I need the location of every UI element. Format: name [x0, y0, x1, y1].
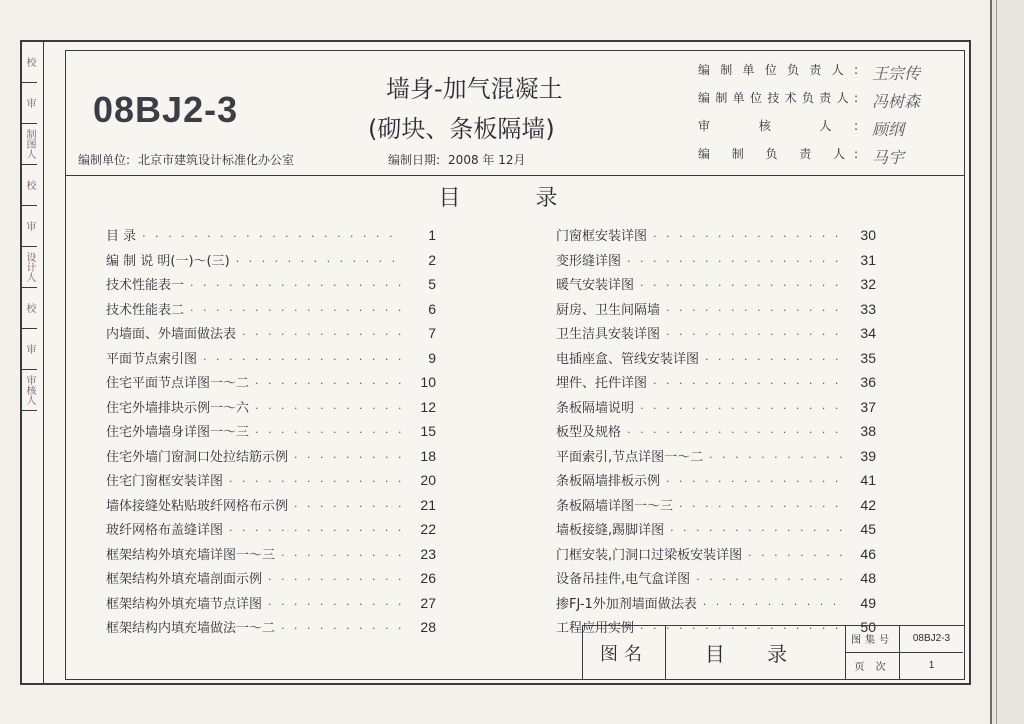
toc-entry[interactable]: [106, 274, 436, 299]
org-value: 北京市建筑设计标准化办公室: [138, 153, 295, 167]
strip-cell: 校: [22, 288, 37, 329]
toc-page: 39: [860, 447, 876, 464]
toc-label: 编 制 说 明(一)～(三): [106, 253, 230, 269]
toc-entry[interactable]: [106, 421, 436, 446]
toc-entry[interactable]: [556, 495, 876, 520]
date-info: [388, 151, 526, 168]
header-divider: [66, 175, 964, 176]
leader-dots: [653, 377, 842, 390]
atlas-no-label: 图集号: [845, 626, 900, 652]
date-label: 编制日期:: [388, 153, 441, 167]
toc-label: 墙板接缝,踢脚详图: [556, 523, 665, 538]
toc-page: 48: [860, 570, 876, 586]
leader-dots: [229, 475, 402, 488]
toc-label: 框架结构外填充墙详图一～三: [106, 547, 276, 563]
toc-page: 9: [428, 349, 436, 366]
responsible-label: 审 核 人:: [698, 119, 858, 133]
toc-label: 门窗框安装详图: [556, 229, 648, 244]
strip-cell: 制图人: [22, 124, 37, 165]
toc-entry[interactable]: [106, 617, 436, 642]
toc-entry[interactable]: [556, 421, 876, 446]
atlas-no-row: [845, 626, 963, 653]
strip-cell: 审: [22, 83, 37, 124]
responsible-row: [698, 145, 904, 168]
toc-entry[interactable]: [106, 446, 436, 471]
toc-label: 暖气安装详图: [556, 278, 635, 293]
toc-entry[interactable]: [556, 446, 876, 471]
page-label: 页 次: [845, 653, 900, 680]
leader-dots: [640, 402, 842, 415]
toc-entry[interactable]: [106, 299, 436, 324]
toc-entry[interactable]: [556, 274, 876, 299]
toc-label: 玻纤网格布盖缝详图: [106, 523, 224, 538]
toc-page: 21: [420, 496, 436, 513]
leader-dots: [696, 573, 842, 586]
toc-page: 37: [860, 398, 876, 415]
toc-page: 20: [420, 472, 436, 488]
toc-label: 平面节点索引图: [106, 351, 198, 367]
atlas-code: 08BJ2-3: [93, 89, 239, 130]
fig-name-label: 图名: [583, 626, 666, 679]
toc-page: 34: [860, 325, 876, 341]
content-frame: [65, 50, 965, 680]
strip-cell: 审核人: [22, 370, 37, 411]
toc-page: 35: [860, 349, 876, 366]
strip-cell: 审: [22, 329, 37, 370]
atlas-no: 08BJ2-3: [912, 633, 951, 645]
leader-dots: [236, 255, 402, 268]
org-label: 编制单位:: [78, 153, 131, 167]
responsible-row: [698, 117, 904, 140]
toc-page: 10: [420, 374, 436, 390]
toc-page: 33: [860, 300, 876, 317]
drawing-sheet: [20, 40, 971, 685]
toc-label: 技术性能表二: [106, 302, 185, 318]
page-row: [845, 653, 963, 680]
leader-dots: [294, 451, 402, 464]
toc-label: 板型及规格: [556, 425, 622, 440]
toc-page: 31: [860, 251, 876, 268]
leader-dots: [748, 549, 842, 562]
signature: 王宗传: [872, 64, 921, 83]
toc-page: 49: [860, 594, 876, 611]
toc-label: 住宅外墙门窗洞口处拉结筋示例: [106, 449, 289, 465]
toc-page: 2: [428, 251, 436, 268]
org-info: [78, 151, 294, 168]
leader-dots: [666, 304, 842, 317]
toc-label: 目 录: [106, 229, 137, 244]
page-edge: [990, 0, 1024, 724]
toc-entry[interactable]: [106, 544, 436, 569]
toc-entry[interactable]: [556, 250, 876, 275]
strip-cell: 设计人: [22, 247, 37, 288]
toc-page: 5: [428, 276, 436, 292]
toc-page: 12: [420, 398, 436, 415]
side-signature-strip: [22, 42, 44, 683]
toc-entry[interactable]: [106, 348, 436, 373]
leader-dots: [666, 328, 842, 341]
title-block-grid: [845, 626, 963, 679]
signature: 冯树森: [872, 92, 921, 111]
toc-entry[interactable]: [106, 470, 436, 495]
toc-label: 掺FJ-1外加剂墙面做法表: [556, 596, 697, 612]
toc-label: 厨房、卫生间隔墙: [556, 302, 661, 318]
leader-dots: [268, 598, 402, 611]
leader-dots: [229, 524, 402, 537]
leader-dots: [627, 426, 842, 439]
toc-entry[interactable]: [106, 568, 436, 593]
toc-label: 条板隔墙排板示例: [556, 474, 661, 489]
toc-label: 变形缝详图: [556, 253, 622, 269]
strip-cell: 校: [22, 165, 37, 206]
title-line-1: 墙身-加气混凝土: [386, 75, 563, 103]
toc-page: 45: [860, 521, 876, 537]
toc-page: 46: [860, 545, 876, 562]
leader-dots: [653, 230, 842, 243]
leader-dots: [190, 279, 402, 292]
leader-dots: [709, 451, 842, 464]
toc-label: 住宅门窗框安装详图: [106, 474, 224, 489]
toc-page: 27: [420, 594, 436, 611]
toc-label: 技术性能表一: [106, 278, 185, 293]
toc-label: 墙体接缝处粘贴玻纤网格布示例: [106, 498, 289, 514]
toc-label: 门框安装,门洞口过梁板安装详图: [556, 547, 743, 563]
toc-page: 41: [860, 472, 876, 488]
toc-label: 工程应用实例: [556, 621, 635, 636]
toc-page: 42: [860, 496, 876, 513]
strip-cell: 审: [22, 206, 37, 247]
toc-entry[interactable]: [556, 470, 876, 495]
signature: 顾纲: [872, 120, 905, 139]
toc-page: 1: [428, 227, 436, 243]
toc-page: 50: [860, 619, 876, 635]
toc-left-column: [106, 225, 436, 642]
leader-dots: [705, 353, 842, 366]
leader-dots: [627, 255, 842, 268]
leader-dots: [670, 524, 842, 537]
toc-label: 住宅外墙排块示例一～六: [106, 400, 250, 416]
toc-title: 目 录: [438, 186, 592, 211]
title-line-2: (砌块、条板隔墙): [368, 115, 555, 143]
toc-page: 7: [428, 325, 436, 341]
toc-entry[interactable]: [556, 348, 876, 373]
toc-label: 设备吊挂件,电气盒详图: [556, 572, 691, 587]
leader-dots: [142, 230, 402, 243]
toc-entry[interactable]: [106, 495, 436, 520]
toc-entry[interactable]: [106, 397, 436, 422]
toc-entry[interactable]: [106, 250, 436, 275]
toc-page: 36: [860, 374, 876, 390]
leader-dots: [190, 304, 402, 317]
toc-entry[interactable]: [106, 225, 436, 250]
leader-dots: [281, 549, 402, 562]
toc-entry[interactable]: [556, 372, 876, 397]
leader-dots: [679, 500, 842, 513]
toc-entry[interactable]: [556, 323, 876, 348]
toc-page: 32: [860, 276, 876, 292]
strip-cell: 校: [22, 42, 37, 83]
toc-entry[interactable]: [106, 323, 436, 348]
leader-dots: [255, 426, 402, 439]
toc-entry[interactable]: [556, 225, 876, 250]
toc-entry[interactable]: [106, 372, 436, 397]
toc-entry[interactable]: [106, 519, 436, 544]
toc-label: 平面索引,节点详图一～二: [556, 449, 704, 465]
toc-page: 28: [420, 619, 436, 635]
toc-label: 框架结构外填充墙剖面示例: [106, 572, 263, 587]
toc-entry[interactable]: [556, 593, 876, 618]
responsible-label: 编 制 负 责 人:: [698, 147, 858, 161]
leader-dots: [703, 598, 842, 611]
responsible-row: [698, 61, 920, 84]
leader-dots: [281, 622, 402, 635]
toc-entry[interactable]: [106, 593, 436, 618]
toc-entry[interactable]: [556, 568, 876, 593]
responsible-label: 编制单位负责人:: [698, 63, 858, 77]
page-number: 1: [928, 660, 935, 672]
toc-page: 22: [420, 521, 436, 537]
toc-page: 38: [860, 423, 876, 439]
toc-entry[interactable]: [556, 299, 876, 324]
leader-dots: [294, 500, 402, 513]
leader-dots: [268, 573, 402, 586]
toc-entry[interactable]: [556, 397, 876, 422]
toc-label: 内墙面、外墙面做法表: [106, 327, 237, 342]
fig-name: 目 录: [665, 626, 846, 679]
toc-label: 电插座盒、管线安装详图: [556, 351, 700, 367]
toc-label: 条板隔墙详图一～三: [556, 498, 674, 514]
date-value: 2008 年 12月: [448, 153, 526, 167]
toc-label: 框架结构外填充墙节点详图: [106, 596, 263, 612]
title-block: [582, 625, 964, 679]
responsible-label: 编制单位技术负责人:: [698, 91, 858, 105]
leader-dots: [203, 353, 402, 366]
signature: 马宇: [872, 148, 905, 167]
toc-entry[interactable]: [556, 519, 876, 544]
toc-page: 23: [420, 545, 436, 562]
toc-label: 框架结构内填充墙做法一～二: [106, 621, 276, 636]
toc-label: 埋件、托件详图: [556, 376, 648, 391]
toc-page: 26: [420, 570, 436, 586]
leader-dots: [640, 279, 842, 292]
toc-right-column: [556, 225, 876, 642]
toc-label: 住宅外墙墙身详图一～三: [106, 425, 250, 440]
toc-page: 18: [420, 447, 436, 464]
toc-label: 住宅平面节点详图一～二: [106, 376, 250, 391]
toc-label: 条板隔墙说明: [556, 400, 635, 416]
leader-dots: [666, 475, 842, 488]
leader-dots: [255, 377, 402, 390]
responsible-row: [698, 89, 920, 112]
toc-page: 6: [428, 300, 436, 317]
toc-entry[interactable]: [556, 544, 876, 569]
toc-page: 15: [420, 423, 436, 439]
leader-dots: [255, 402, 402, 415]
leader-dots: [242, 328, 402, 341]
toc-page: 30: [860, 227, 876, 243]
toc-label: 卫生洁具安装详图: [556, 327, 661, 342]
